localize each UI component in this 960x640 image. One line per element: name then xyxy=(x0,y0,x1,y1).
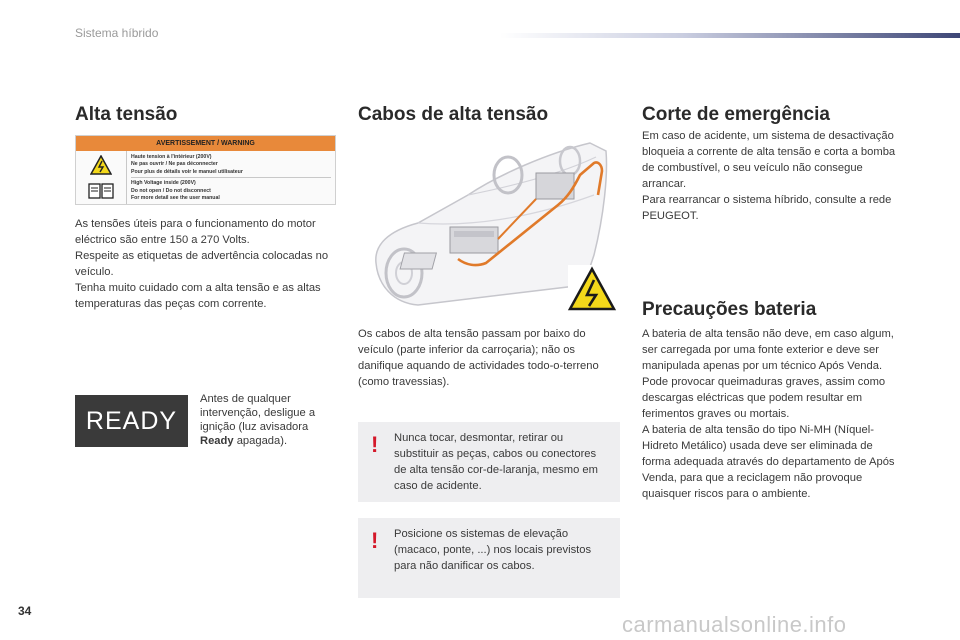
ready-text-bold: Ready xyxy=(200,435,234,447)
corte-body xyxy=(642,128,904,224)
warning-exclamation-icon: ! xyxy=(371,528,379,553)
corte-paragraph: Para rearrancar o sistema híbrido, consulte a rede PEUGEOT. xyxy=(642,194,892,222)
precaucoes-paragraph: A bateria de alta tensão do tipo Ni-MH (Níquel-Hidreto Metálico) usada deve ser eliminada de forma adequada através do departamento de Após Venda, para que a reciclagem não provoque quaisquer riscos para o ambiente. xyxy=(642,424,895,500)
label-line-en-2: Do not open / Do not disconnect xyxy=(131,187,211,194)
precaucoes-title: Precauções bateria xyxy=(642,299,817,320)
section-name: Sistema híbrido xyxy=(75,26,159,40)
warning-text: Nunca tocar, desmontar, retirar ou substituir as peças, cabos ou conectores de alta tensão cor-de-laranja, mesmo em caso de acidente. xyxy=(394,432,598,492)
cabos-paragraph: Os cabos de alta tensão passam por baixo do veículo (parte inferior da carroçaria); não os danifique aquando de actividades todo-o-terreno (como travessias). xyxy=(358,328,599,388)
watermark: carmanualsonline.info xyxy=(622,612,847,637)
alta-tensao-paragraph: Respeite as etiquetas de advertência colocadas no veículo. xyxy=(75,250,329,278)
warning-exclamation-icon: ! xyxy=(371,432,379,457)
warning-box-cables xyxy=(358,422,620,502)
alta-tensao-title: Alta tensão xyxy=(75,104,178,125)
corte-title: Corte de emergência xyxy=(642,104,830,125)
precaucoes-body xyxy=(642,326,904,502)
alta-tensao-paragraph: Tenha muito cuidado com a alta tensão e as altas temperaturas das peças com corrente. xyxy=(75,282,321,310)
warning-box-lifting xyxy=(358,518,620,598)
label-line-en-1: High Voltage inside (200V) xyxy=(131,180,196,187)
alta-tensao-body xyxy=(75,216,337,312)
manual-book-icon xyxy=(88,182,114,200)
header-bar xyxy=(500,33,960,38)
ready-indicator-badge: READY xyxy=(75,395,188,447)
car-cables-illustration xyxy=(358,135,620,315)
ready-text-after: apagada). xyxy=(233,435,288,447)
warning-text: Posicione os sistemas de elevação (macaco, ponte, ...) nos locais previstos para não danificar os cabos. xyxy=(394,528,592,572)
warning-label-header: AVERTISSEMENT / WARNING xyxy=(76,136,335,151)
high-voltage-hazard-icon xyxy=(568,265,616,311)
hazard-icon xyxy=(90,155,112,175)
page-number: 34 xyxy=(18,604,32,618)
precaucoes-paragraph: A bateria de alta tensão não deve, em caso algum, ser carregada por uma fonte exterior e deve ser manipulada apenas por um técnico Após Venda. xyxy=(642,328,894,372)
label-line-en-3: For more detail see the user manual xyxy=(131,195,220,202)
alta-tensao-paragraph: As tensões úteis para o funcionamento do motor eléctrico são entre 150 a 270 Volts. xyxy=(75,218,316,246)
precaucoes-paragraph: Pode provocar queimaduras graves, assim como descargas eléctricas que podem resultar em ferimentos graves ou mortais. xyxy=(642,376,886,420)
warning-label-image xyxy=(75,135,336,205)
label-line-fr-1: Haute tension à l'intérieur (200V) xyxy=(131,153,212,160)
corte-paragraph: Em caso de acidente, um sistema de desactivação bloqueia a corrente de alta tensão e corta a bomba de combustível, o seu veículo não consegue arrancar. xyxy=(642,130,896,190)
cabos-title: Cabos de alta tensão xyxy=(358,104,549,125)
label-line-fr-3: Pour plus de détails voir le manuel utilisateur xyxy=(131,168,243,175)
label-line-fr-2: Ne pas ouvrir / Ne pas déconnecter xyxy=(131,161,218,168)
ready-instruction xyxy=(200,392,335,448)
ready-text-before: Antes de qualquer intervenção, desligue a ignição (luz avisadora xyxy=(200,393,316,433)
